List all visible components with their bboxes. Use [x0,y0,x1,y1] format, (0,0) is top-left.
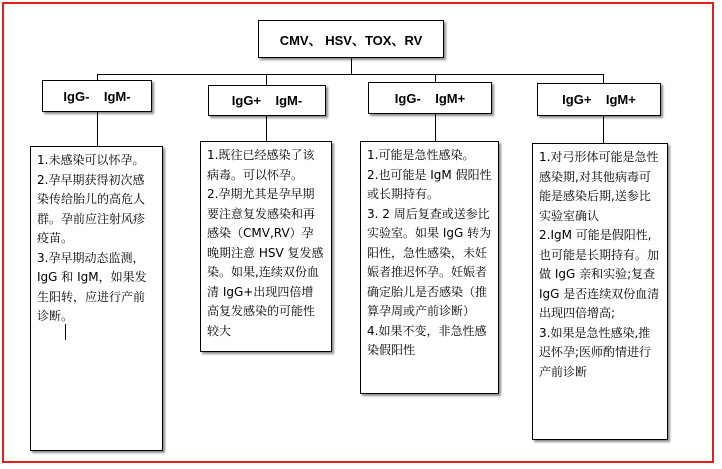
detail-connector-2 [266,116,267,141]
detail-item: 4.如果不变，非急性感染假阳性 [367,323,487,357]
detail-connector-1 [97,112,98,146]
branch-connector-4 [603,74,604,83]
detail-item: 3. 2 周后复查或送参比实验室。如果 IgG 转为阳性，急性感染，未妊娠者推迟怀孕。妊娠者确定胎儿是否感染（推算孕周或产前诊断） [367,206,492,318]
detail-item: 1.既往已经感染了该病毒。可以怀孕。 [207,148,315,182]
detail-item: 2.也可能是 IgM 假阳性或长期持有。 [367,167,492,201]
detail-item: 3.孕早期动态监测，IgG 和 IgM，如果发生阳转，应进行产前诊断。 [37,250,147,323]
root-connector [351,58,352,75]
root-node [258,20,444,58]
detail-box-igg-neg-igm-neg [30,146,163,451]
category-box-igg-neg-igm-neg [42,80,152,112]
detail-item: 3.如果是急性感染,推迟怀孕;医师酌情进行产前诊断 [539,325,652,379]
detail-connector-4 [603,116,604,143]
category-label: IgG+ IgM+ [562,92,636,107]
detail-connector-3 [435,114,436,141]
category-box-igg-pos-igm-neg [208,85,326,116]
text-cursor [65,324,66,340]
detail-box-igg-pos-igm-neg [200,141,332,352]
category-label: IgG+ IgM- [231,93,303,108]
detail-item: 2.孕早期获得初次感染传给胎儿的高危人群。孕前应注射风疹疫苗。 [37,172,146,245]
detail-box-igg-pos-igm-pos [532,143,668,440]
root-label: CMV、 HSV、TOX、RV [279,32,423,48]
detail-item: 1.未感染可以怀孕。 [37,153,145,167]
branch-connector-3 [435,74,436,82]
category-box-igg-pos-igm-pos [537,83,661,116]
detail-item: 1.对弓形体可能是急性感染期,对其他病毒可能是感染后期,送参比实验室确认 [539,150,659,223]
horizontal-connector [97,74,604,75]
detail-item: 1.可能是急性感染。 [367,148,475,162]
category-label: IgG- IgM- [63,88,131,104]
branch-connector-2 [266,74,267,85]
category-box-igg-neg-igm-pos [368,82,492,114]
category-label: IgG- IgM+ [394,90,466,106]
detail-item: 2.孕期尤其是孕早期要注意复发感染和再感染（CMV,RV）孕晚期注意 HSV 复发感染。如果,连续双份血清 IgG+出现四倍增高复发感染的可能性较大 [207,187,324,338]
detail-item: 2.IgM 可能是假阳性,也可能是长期持有。加做 IgG 亲和实验;复查 IgG 是否连续双份血清出现四倍增高; [539,228,660,320]
detail-box-igg-neg-igm-pos [360,141,499,394]
